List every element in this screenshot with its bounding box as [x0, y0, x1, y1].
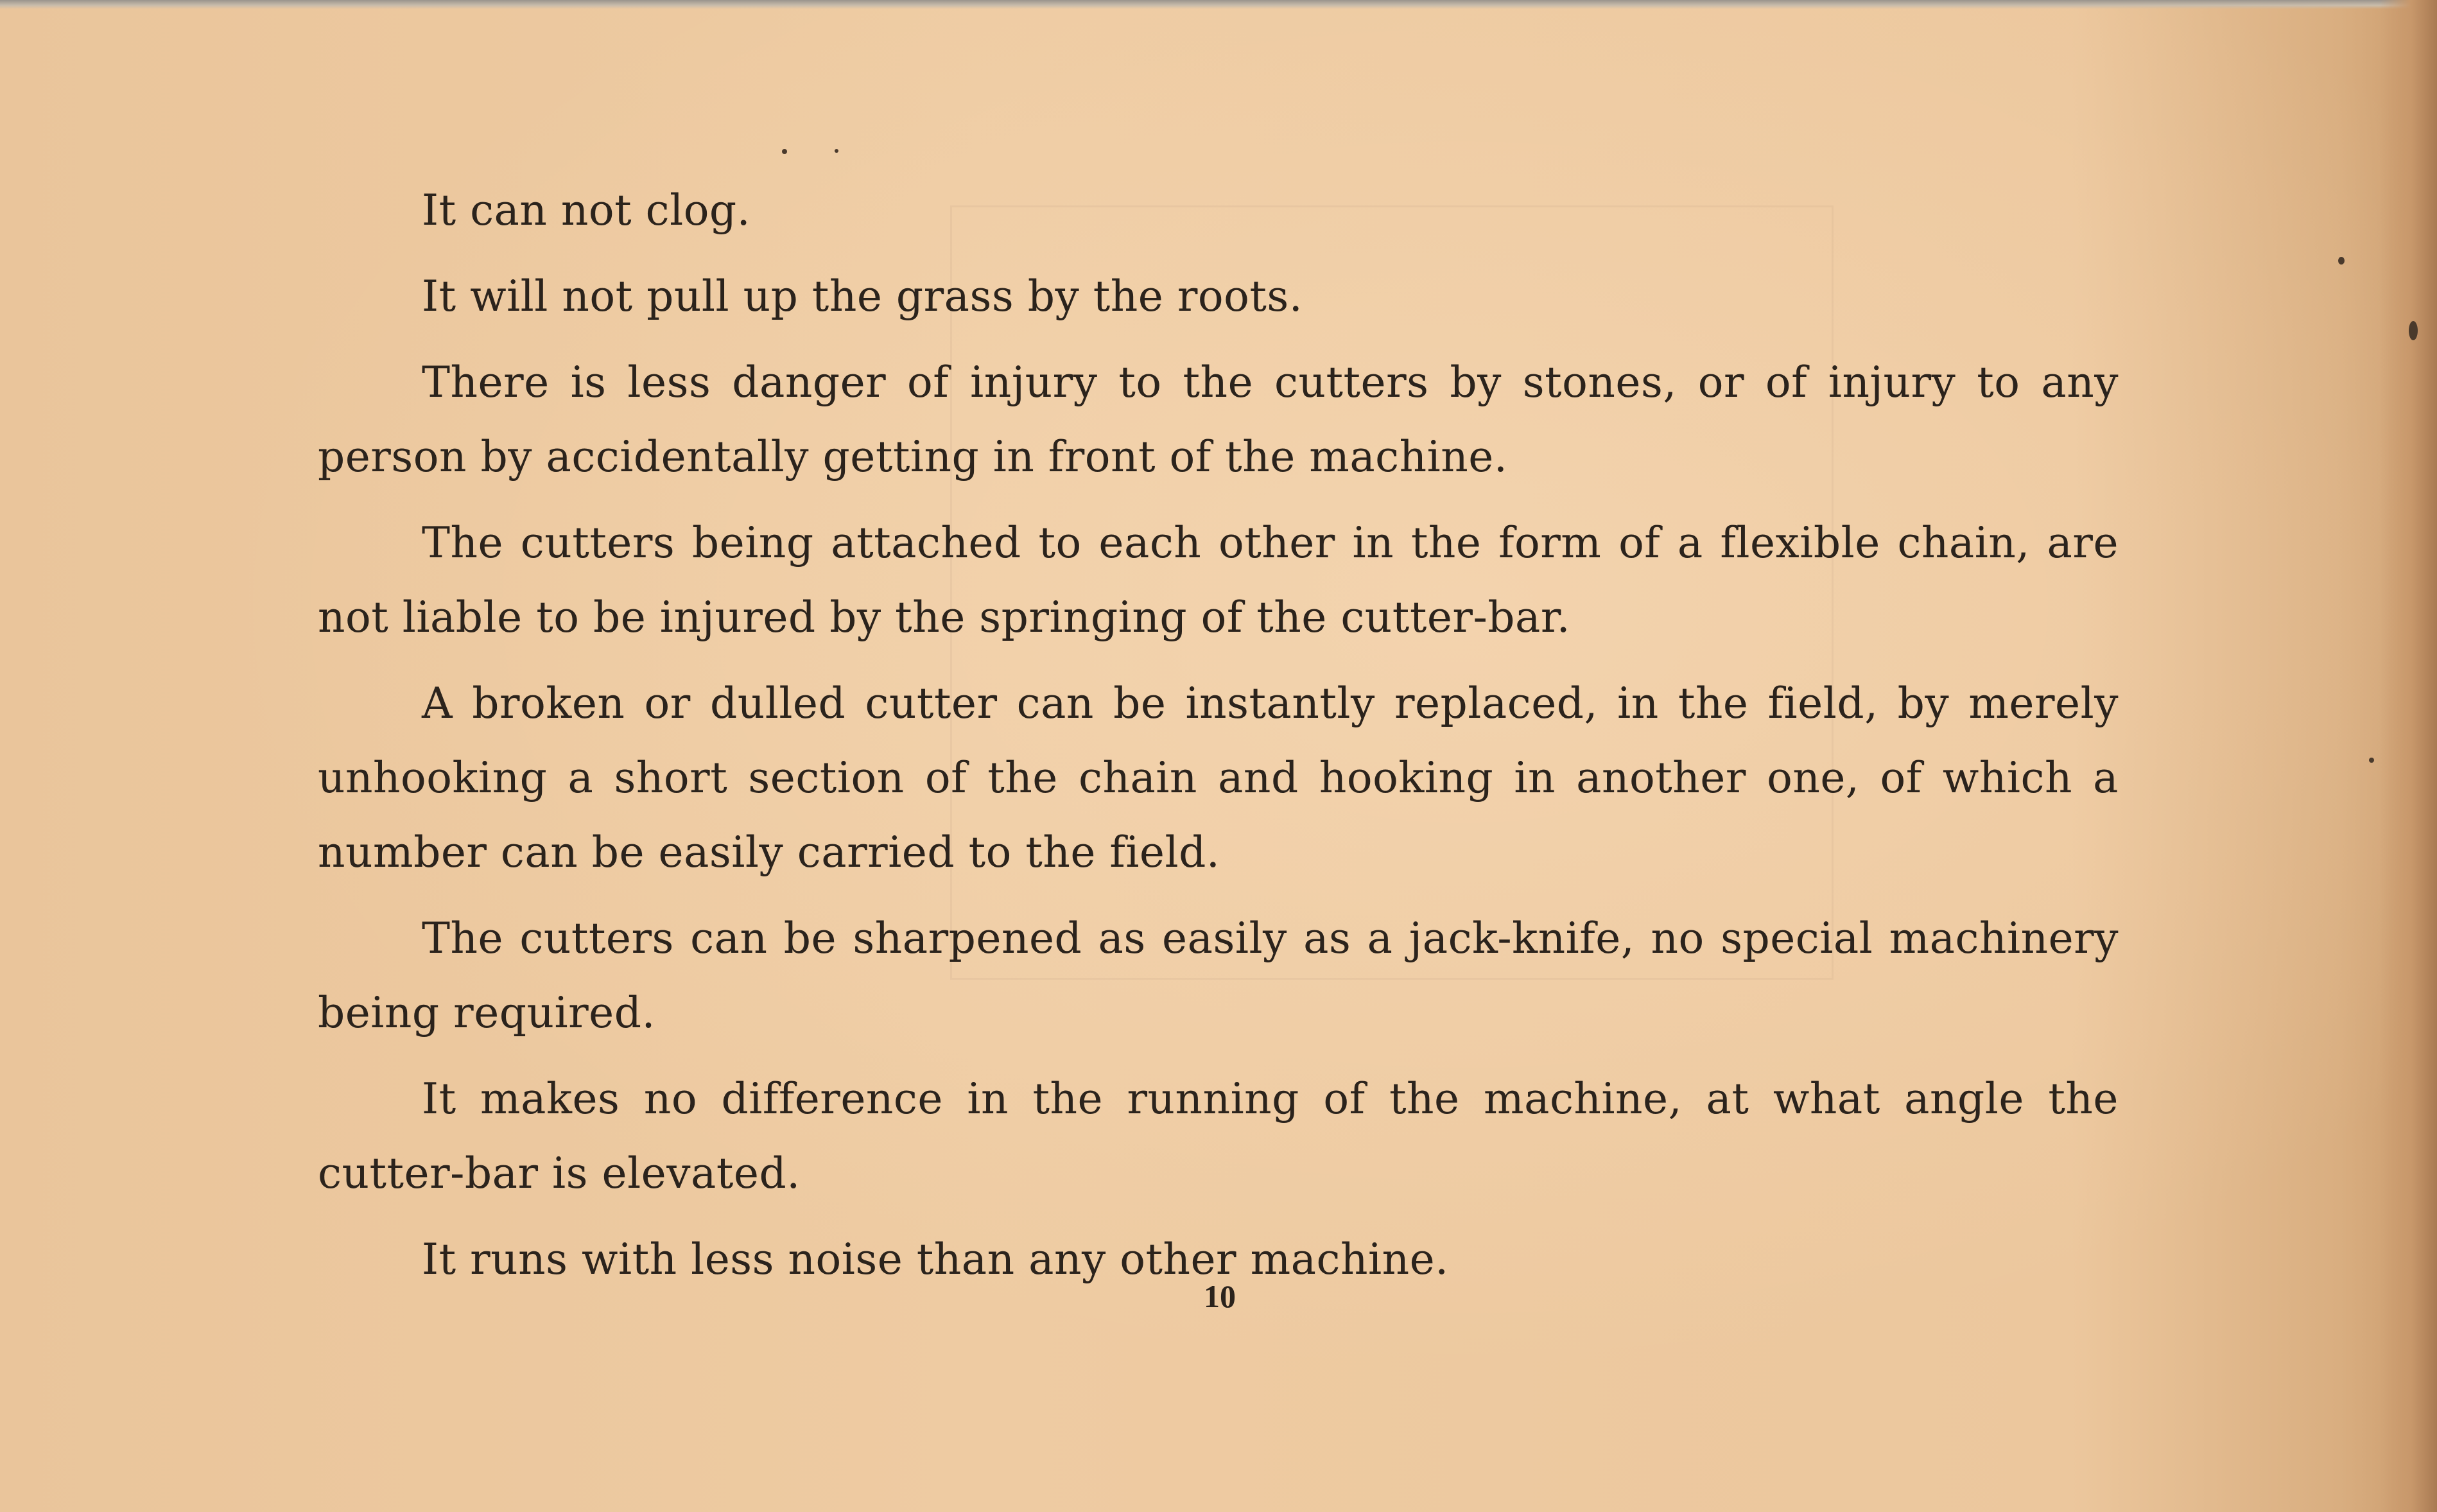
body-text: [318, 173, 2119, 1308]
paper-speck: [835, 149, 838, 153]
page-number: 10: [1204, 1278, 1236, 1314]
paragraph-clog: It can not clog.: [422, 186, 751, 235]
paper-speck: [782, 149, 787, 154]
page-right-edge: [2379, 0, 2437, 1512]
paragraph-noise: It runs with less noise than any other machine.: [422, 1235, 1449, 1284]
paragraph-danger: There is less danger of injury to the cutters by stones, or of injury to any person by accidentally getting in front of the machine.: [318, 358, 2119, 482]
paper-speck: [2369, 758, 2374, 763]
paragraph-sharpen: The cutters can be sharpened as easily as a jack-knife, no special machinery being required.: [318, 914, 2119, 1038]
paper-speck: [2338, 257, 2345, 265]
page-top-edge: [0, 0, 2437, 9]
paragraph-grass: It will not pull up the grass by the roots.: [422, 272, 1303, 321]
paper-speck: [2409, 321, 2418, 340]
paragraph-angle: It makes no difference in the running of the machine, at what angle the cutter-bar is elevated.: [318, 1074, 2119, 1198]
paragraph-chain: The cutters being attached to each other in the form of a flexible chain, are not liable to be injured by the springing of the cutter-bar.: [318, 518, 2119, 642]
paragraph-replace: A broken or dulled cutter can be instantly replaced, in the field, by merely unhooking a short section of the chain and hooking in another one, of which a number can be easily carried to the field.: [318, 679, 2119, 877]
